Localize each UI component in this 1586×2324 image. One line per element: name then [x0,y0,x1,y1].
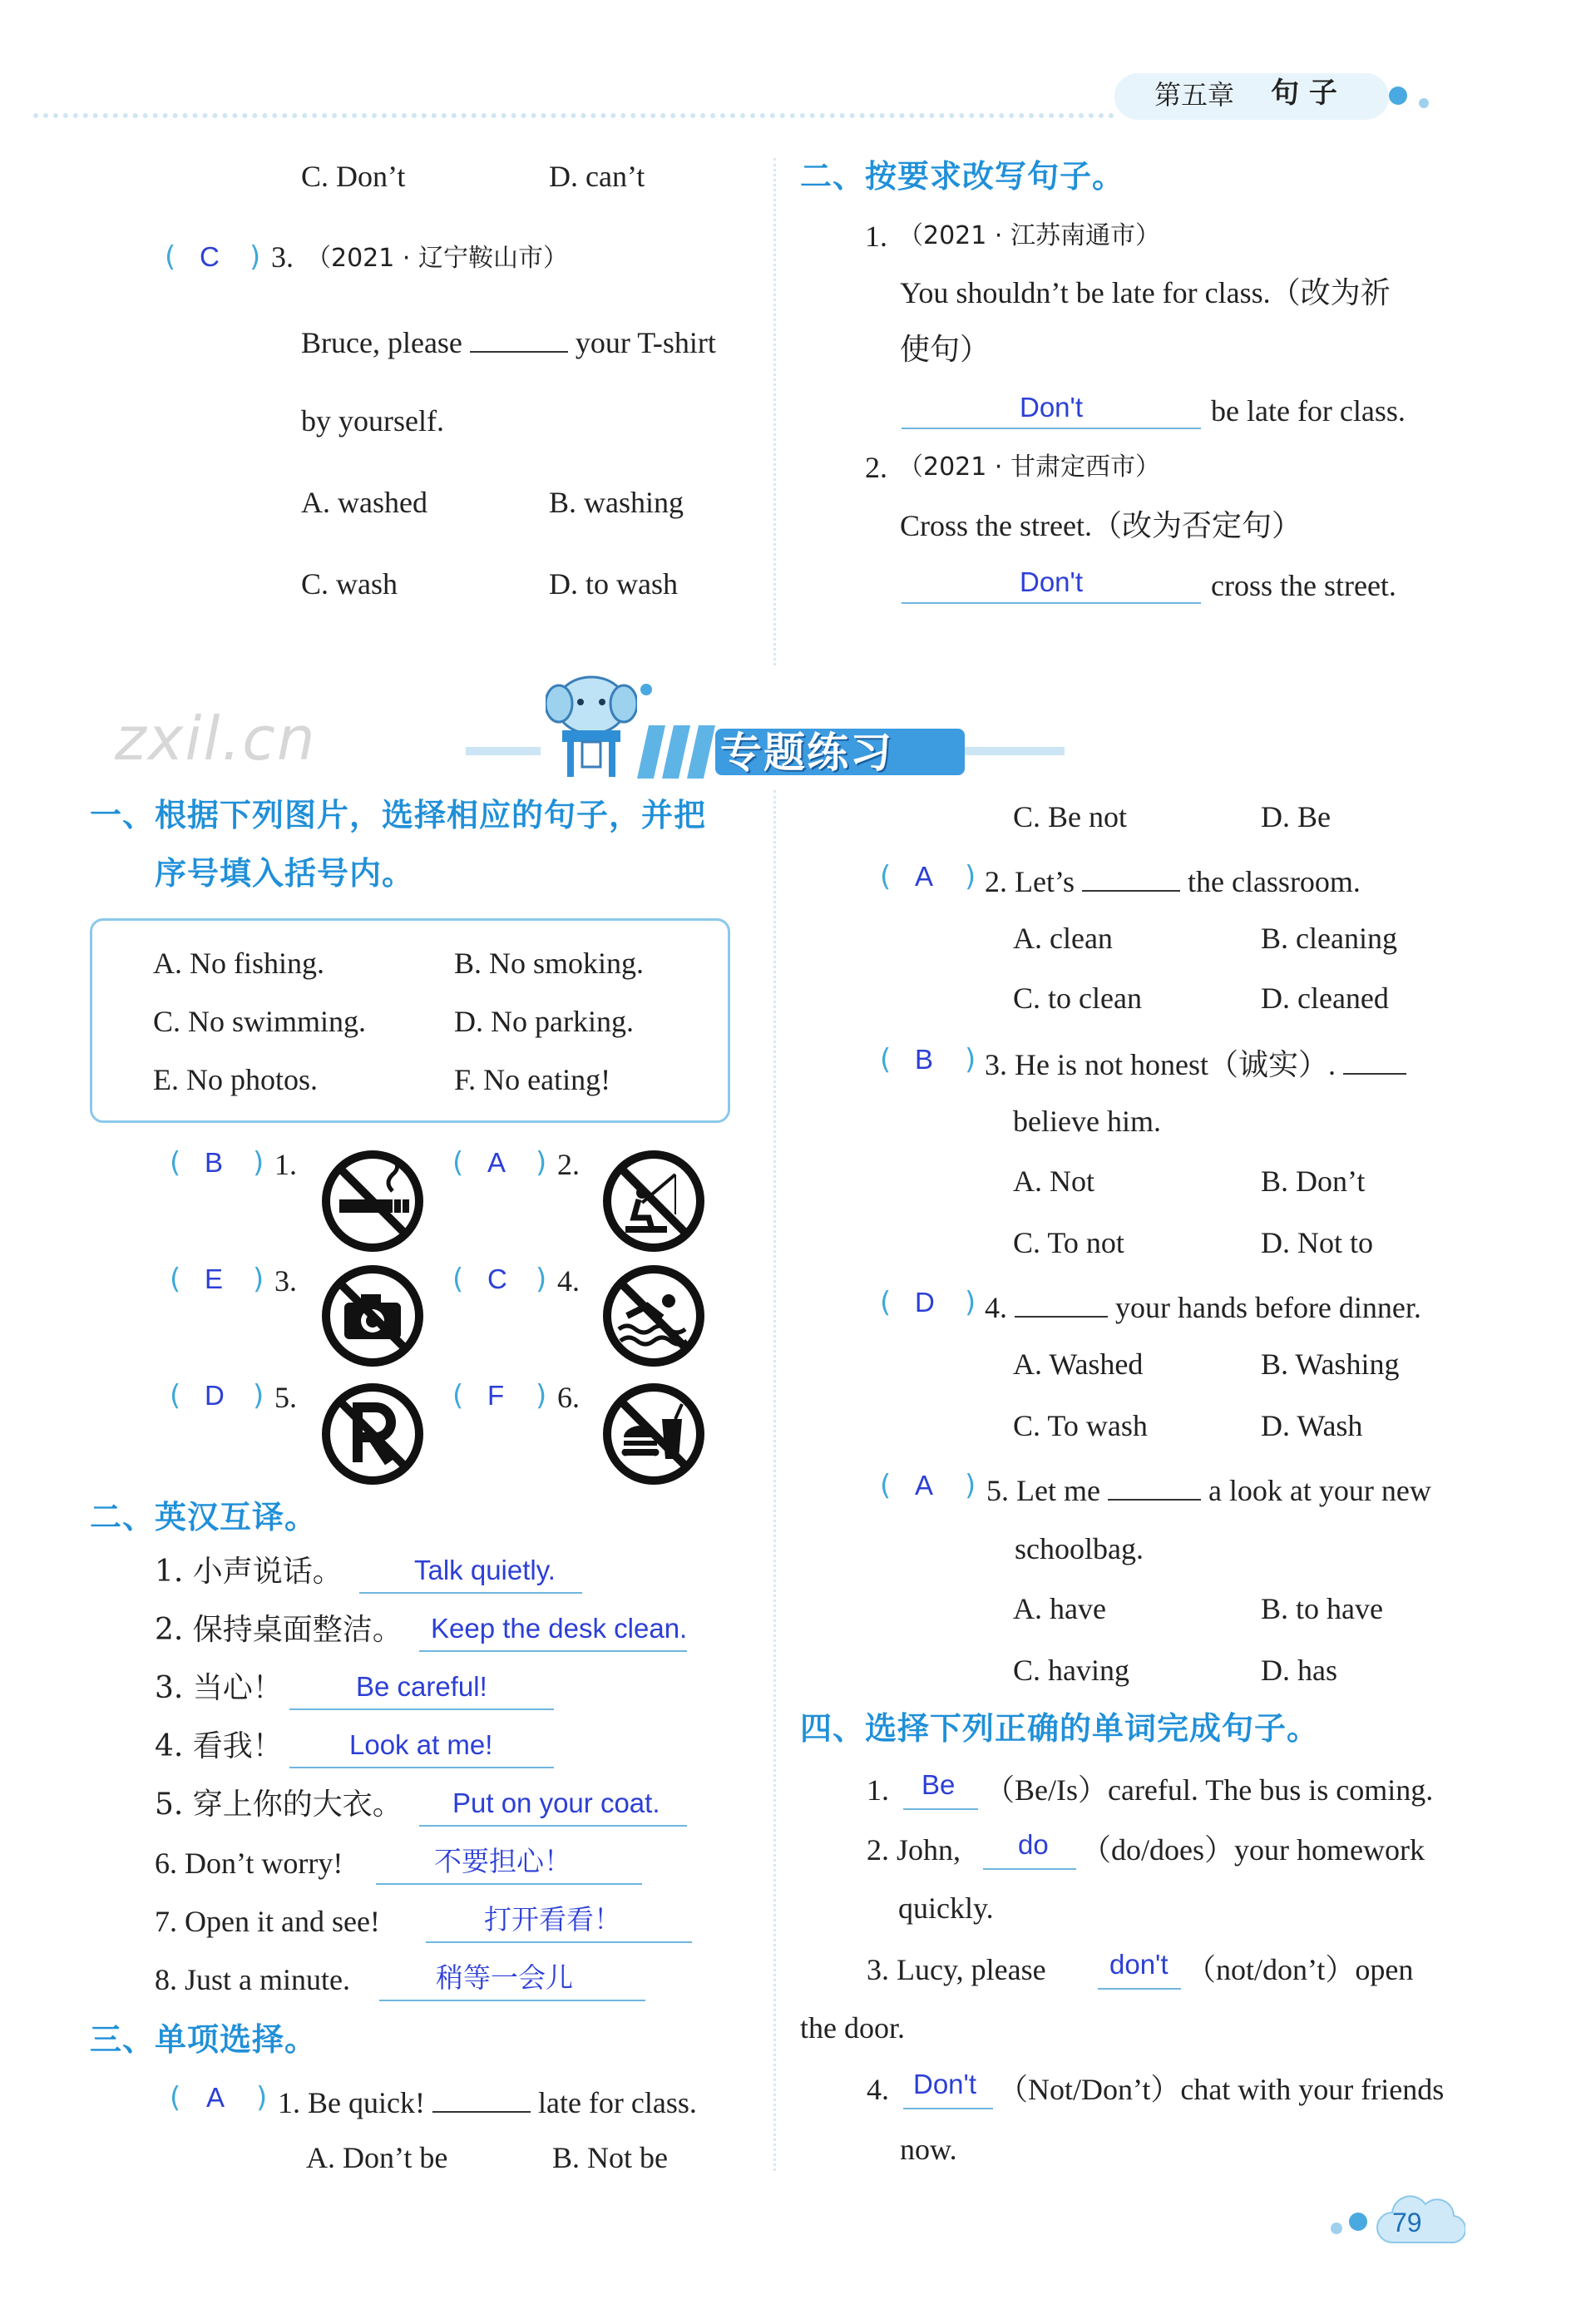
item-text: （Be/Is）careful. The bus is coming. [985,1773,1434,1807]
answer-paren: ) [965,1286,976,1319]
banner-dot-icon [640,684,652,695]
sign-number: 2. [557,1148,580,1181]
question-text [301,321,716,361]
item-number: 2. John, [867,1833,961,1867]
option: A. washed [301,486,427,519]
item-rest: cross the street. [1211,569,1396,602]
sign-number: 3. [274,1264,297,1298]
text-part: late for class. [537,2086,697,2119]
text-part: your T-shirt [575,326,716,359]
item-number: 3. Lucy, please [867,1953,1046,1986]
chapter-title: 句 子 [1271,77,1337,110]
no-eating-icon [602,1382,705,1486]
answer-text: Put on your coat. [452,1788,660,1818]
option: B. Not be [552,2141,668,2174]
text-part: 4. [985,1291,1007,1324]
translation-prompt: 6. Don’t worry! [155,1847,343,1880]
item-prompt: You shouldn’t be late for class.（改为祈 [900,276,1391,309]
question-source: （2021 · 辽宁鞍山市） [306,244,568,273]
watermark: zxil.cn [115,704,317,774]
elephant-reading-icon [546,670,637,780]
question-text: schoolbag. [1015,1532,1144,1565]
item-source: （2021 · 江苏南通市） [898,221,1160,250]
q2-option-d: D. can’t [549,160,645,193]
option: C. Be not [1013,800,1128,833]
chapter-label: 第五章 [1154,79,1235,111]
item-text-cont: quickly. [898,1891,994,1925]
question-text [985,1043,1406,1083]
answer-blank [1343,1043,1406,1075]
text-part: the classroom. [1187,865,1361,898]
section-heading: 二、英汉互译。 [90,1499,318,1535]
choice: D. No parking. [454,1005,634,1038]
option: B. Washing [1261,1347,1400,1381]
item-text: （not/don’t）open [1186,1953,1414,1986]
answer-paren: ) [536,1263,547,1296]
answer-blank [470,321,568,353]
item-rest: be late for class. [1211,394,1406,428]
choice: E. No photos. [153,1063,318,1096]
text-part: 3. He is not honest（诚实）. [985,1048,1336,1081]
header-dot-icon [1389,87,1407,105]
answer-letter: F [487,1380,505,1411]
choice: C. No swimming. [153,1005,367,1038]
translation-prompt: 3. 当心！ [155,1671,283,1705]
answer-paren: ( [170,2081,181,2114]
option: B. cleaning [1261,922,1397,955]
answer-letter: C [487,1263,507,1294]
item-prompt: Cross the street.（改为否定句） [900,509,1302,542]
answer-paren: ( [165,240,176,274]
answer-paren: ( [452,1263,464,1296]
answer-paren: ( [880,1043,892,1076]
text-part: your hands before dinner. [1115,1291,1421,1324]
translation-prompt: 4. 看我！ [155,1729,283,1763]
answer-letter: B [205,1147,224,1178]
sign-number: 5. [274,1381,297,1414]
page-number: 79 [1392,2208,1422,2237]
option: D. to wash [549,567,678,601]
option: D. cleaned [1261,982,1389,1015]
answer-text: Look at me! [349,1729,493,1760]
option: C. wash [301,567,398,601]
option: C. To not [1013,1226,1124,1259]
translation-prompt: 2. 保持桌面整洁。 [155,1613,403,1647]
option: D. Wash [1261,1409,1363,1442]
choice: A. No fishing. [153,947,324,980]
answer-paren: ( [170,1146,181,1179]
item-number: 4. [867,2073,889,2106]
answer-paren: ( [170,1263,181,1296]
option: D. Be [1261,800,1331,833]
answer-blank [1108,1469,1201,1501]
q2-option-c: C. Don’t [301,160,406,193]
answer-paren: ) [253,1379,264,1412]
answer-letter: B [915,1044,934,1075]
answer-text: 稍等一会儿 [436,1961,573,1994]
translation-prompt: 7. Open it and see! [155,1905,380,1938]
item-text-cont: the door. [800,2011,905,2045]
answer-paren: ) [536,1146,547,1179]
no-fishing-icon [602,1150,705,1253]
page-dot-small-icon [1331,2223,1342,2234]
no-parking-icon [321,1382,424,1486]
choice: F. No eating! [454,1063,611,1096]
item-prompt: 使句） [900,333,991,366]
answer-blank [432,2081,531,2113]
option: A. clean [1013,922,1113,955]
answer-paren: ( [452,1379,464,1412]
answer-paren: ) [965,860,976,893]
sign [321,1150,424,1253]
answer-letter: C [200,241,220,272]
option: D. has [1261,1654,1337,1687]
elephant-mascot [546,670,637,780]
answer-paren: ) [256,2081,268,2114]
answer-text: Talk quietly. [414,1555,556,1585]
answer-paren: ( [880,860,892,893]
question-text [986,1469,1431,1509]
answer-letter: A [206,2082,225,2113]
answer-letter: A [487,1147,506,1178]
page-dot-icon [1349,2213,1367,2231]
column-divider-bottom [773,790,776,2171]
translation-prompt: 1. 小声说话。 [155,1555,343,1589]
header-dotted-rule [33,113,1114,118]
section-heading: 一、根据下列图片，选择相应的句子，并把 [90,797,707,833]
option: A. Don’t be [306,2141,448,2174]
option: A. have [1013,1592,1106,1625]
answer-paren: ( [452,1146,464,1179]
answer-paren: ) [965,1469,976,1502]
answer-letter: D [205,1380,225,1411]
text-part: Bruce, please [301,326,462,359]
sign-number: 1. [274,1148,297,1181]
choice: B. No smoking. [454,947,645,980]
sign [602,1150,705,1253]
translation-prompt: 8. Just a minute. [155,1963,350,1996]
answer-text: Don't [1020,566,1084,597]
item-number: 1. [867,1773,889,1807]
item-text: （do/does）your homework [1081,1833,1425,1867]
option: B. to have [1261,1592,1383,1625]
answer-paren: ( [880,1469,892,1502]
sign [602,1382,705,1486]
no-photos-icon [321,1264,424,1367]
answer-paren: ) [253,1146,264,1179]
answer-letter: A [915,861,934,892]
option: A. Not [1013,1164,1094,1198]
option: B. Don’t [1261,1164,1366,1198]
text-part: 5. Let me [986,1474,1100,1507]
section-heading: 三、单项选择。 [90,2021,318,2058]
text-part: 1. Be quick! [278,2086,425,2119]
answer-text: Keep the desk clean. [431,1613,688,1644]
answer-paren: ) [536,1379,547,1412]
sign [321,1264,424,1367]
sign [321,1382,424,1486]
answer-text: do [1018,1829,1049,1860]
answer-blank [1015,1286,1108,1318]
section-heading: 四、选择下列正确的单词完成句子。 [800,1710,1320,1747]
question-text [278,2081,697,2121]
text-part: a look at your new [1208,1474,1431,1507]
item-source: （2021 · 甘肃定西市） [898,452,1160,482]
answer-text: 不要担心！ [434,1845,571,1877]
answer-text: Be careful! [356,1671,487,1702]
column-divider-top [773,158,776,665]
no-swimming-icon [602,1264,705,1367]
sign-number: 6. [557,1381,580,1414]
question-text [985,860,1361,900]
option: C. To wash [1013,1409,1148,1442]
translation-prompt: 5. 穿上你的大衣。 [155,1788,403,1822]
option: A. Washed [1013,1347,1144,1381]
item-text-cont: now. [900,2133,957,2166]
header-dot-small-icon [1419,98,1429,108]
option: B. washing [549,486,684,519]
sign-number: 4. [557,1264,580,1298]
section-heading-cont: 序号填入括号内。 [155,855,415,892]
option: D. Not to [1261,1226,1373,1259]
item-number: 2. [865,451,887,484]
item-text: （Not/Don’t）chat with your friends [998,2073,1445,2106]
answer-paren: ) [965,1043,976,1076]
answer-paren: ( [880,1286,892,1319]
answer-letter: E [205,1263,224,1294]
answer-letter: D [915,1287,935,1318]
question-text: believe him. [1013,1105,1161,1138]
answer-paren: ) [250,240,261,274]
answer-text: Don't [1020,392,1084,423]
text-part: 2. Let’s [985,865,1075,898]
option: C. to clean [1013,982,1142,1015]
answer-paren: ( [170,1379,181,1412]
answer-paren: ) [253,1263,264,1296]
sign [602,1264,705,1367]
answer-text: don't [1109,1949,1169,1980]
question-text: by yourself. [301,404,444,438]
section-heading: 二、按要求改写句子。 [800,158,1125,195]
answer-text: Be [921,1769,956,1800]
answer-blank [1082,860,1180,892]
question-number: 3. [271,240,294,274]
option: C. having [1013,1654,1129,1687]
answer-text: Don't [913,2069,977,2099]
banner-title: 专题练习 [720,729,893,777]
question-text [985,1286,1421,1326]
answer-text: 打开看看！ [484,1903,621,1936]
answer-letter: A [915,1470,934,1501]
item-number: 1. [865,220,887,253]
no-smoking-icon [321,1150,424,1253]
